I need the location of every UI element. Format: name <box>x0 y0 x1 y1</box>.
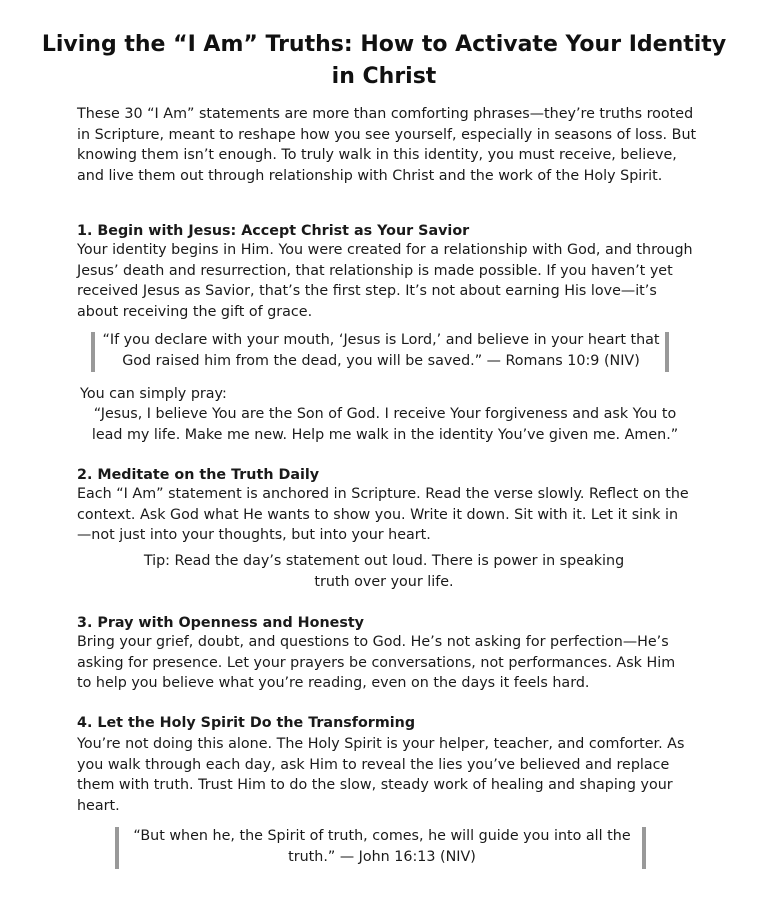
section-2-body: Each “I Am” statement is anchored in Scripture. Read the verse slowly. Reflect on the context. Ask God what He wants to show you. Write it down. Sit with it. Let it sink in—not just into your thoughts, but into your heart. <box>77 486 689 543</box>
section-1-body: Your identity begins in Him. You were created for a relationship with God, and through Jesus’ death and resurrection, that relationship is made possible. If you haven’t yet received Jesus as Savior, that’s the first step. It’s not about earning His love—it’s about receiving the gift of grace. <box>77 242 693 320</box>
quote-bar-left <box>91 332 95 372</box>
john-quote-bar-right <box>642 827 646 869</box>
section-2-heading: 2. Meditate on the Truth Daily <box>77 467 320 483</box>
section-3-body: Bring your grief, doubt, and questions to God. He’s not asking for perfection—He’s asking for presence. Let your prayers be conversations, not performances. Ask Him to help you believe what you’re reading, even on the days it feels hard. <box>77 634 676 691</box>
tip-text: Tip: Read the day’s statement out loud. There is power in speaking truth over your life. <box>143 553 625 590</box>
john-quote: “But when he, the Spirit of truth, comes, he will guide you into all the truth.” — John 16:13 (NIV) <box>133 828 631 865</box>
prayer-intro: You can simply pray: <box>80 386 227 402</box>
section-4-body: You’re not doing this alone. The Holy Spirit is your helper, teacher, and comforter. As you walk through each day, ask Him to reveal the lies you’ve believed and replace them with truth. Trust Him to do the slow, steady work of healing and shaping your heart. <box>77 736 685 814</box>
quote-bar-right <box>665 332 669 372</box>
john-quote-bar-left <box>115 827 119 869</box>
page-title: Living the “I Am” Truths: How to Activate Your Identity in Christ <box>41 32 727 89</box>
section-4-heading: 4. Let the Holy Spirit Do the Transforming <box>77 715 416 731</box>
intro-paragraph: These 30 “I Am” statements are more than comforting phrases—they’re truths rooted in Scripture, meant to reshape how you see yourself, especially in seasons of loss. But knowing them isn’t enough. To truly walk in this identity, you must receive, believe, and live them out through relationship with Christ and the work of the Holy Spirit. <box>77 106 697 184</box>
section-1-heading: 1. Begin with Jesus: Accept Christ as Your Savior <box>77 223 470 239</box>
section-3-heading: 3. Pray with Openness and Honesty <box>77 615 364 631</box>
romans-quote: “If you declare with your mouth, ‘Jesus is Lord,’ and believe in your heart that God raised him from the dead, you will be saved.” — Romans 10:9 (NIV) <box>102 332 660 369</box>
prayer-text: “Jesus, I believe You are the Son of God. I receive Your forgiveness and ask You to lead my life. Make me new. Help me walk in the identity You’ve given me. Amen.” <box>91 406 679 443</box>
